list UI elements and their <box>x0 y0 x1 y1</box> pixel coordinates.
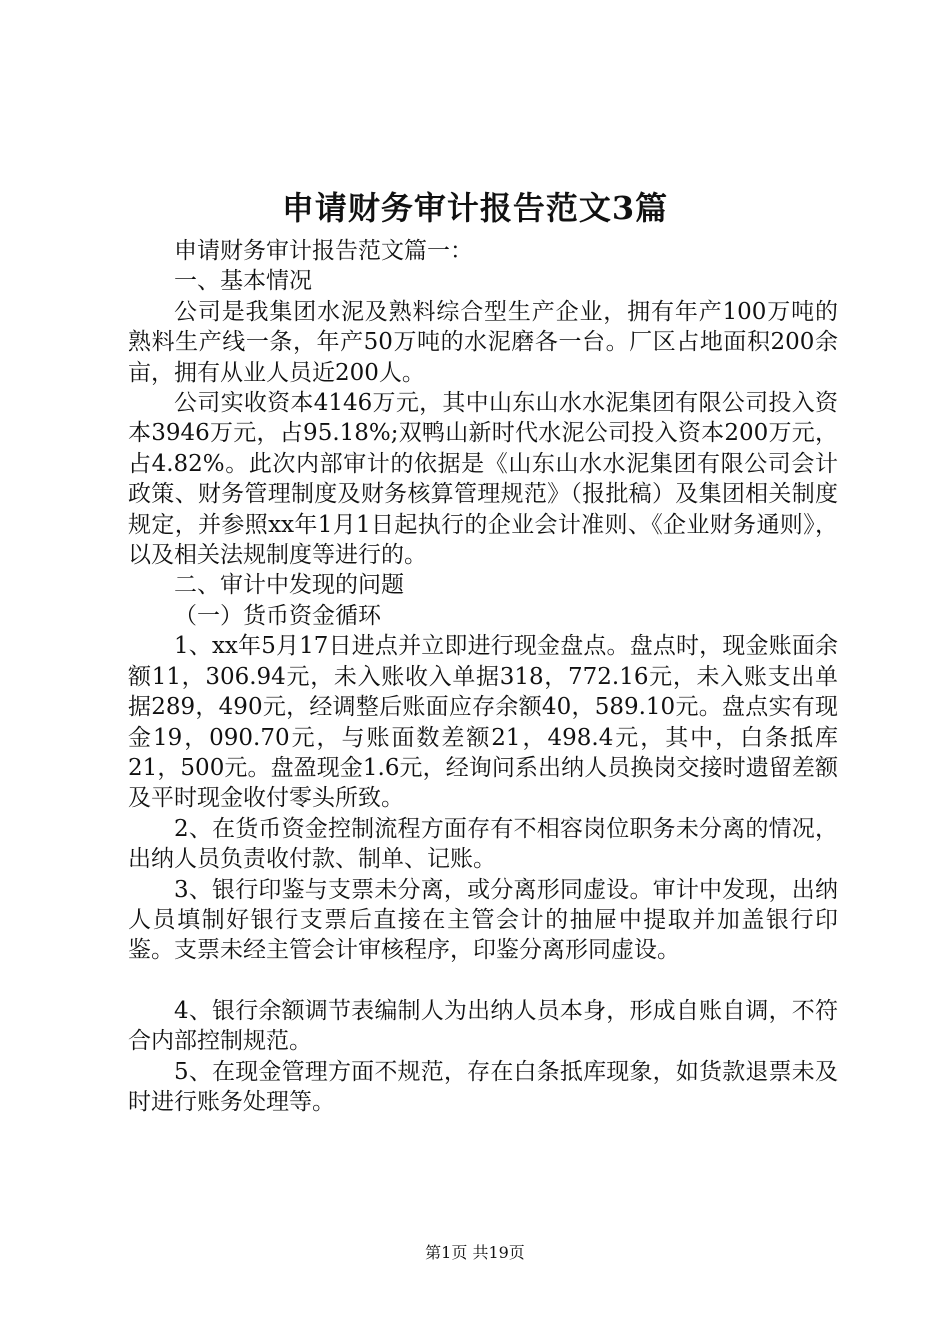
document-body <box>128 236 838 1117</box>
page-number-footer: 第1页 共19页 <box>425 1243 525 1262</box>
heading-cash-cycle: （一）货币资金循环 <box>174 602 381 629</box>
document-title: 申请财务审计报告范文3篇 <box>281 189 669 227</box>
paragraph-finding-1: 1、xx年5月17日进点并立即进行现金盘点。盘点时，现金账面余额11，306.94元，未入账收入单据318，772.16元，未入账支出单据289，490元，经调整后账面应存余额40，589.10元。盘点实有现金19，090.70元，与账面数差额21，498.4元，其中，白条抵库21，500元。盘盈现金1.6元，经询问系出纳人员换岗交接时遗留差额及平时现金收付零头所致。 <box>128 633 838 812</box>
heading-basic-situation: 一、基本情况 <box>174 268 312 295</box>
paragraph-finding-5: 5、在现金管理方面不规范，存在白条抵库现象，如货款退票未及时进行账务处理等。 <box>128 1058 838 1115</box>
heading-audit-findings: 二、审计中发现的问题 <box>174 572 404 599</box>
paragraph-intro: 申请财务审计报告范文篇一： <box>174 238 473 264</box>
paragraph-capital: 公司实收资本4146万元，其中山东山水水泥集团有限公司投入资本3946万元，占95.18%;双鸭山新时代水泥公司投入资本200万元，占4.82%。此次内部审计的依据是《山东山水水泥集团有限公司会计政策、财务管理制度及财务核算管理规范》（报批稿）及集团相关制度规定，并参照xx年1月1日起执行的企业会计准则、《企业财务通则》，以及相关法规制度等进行的。 <box>128 390 838 569</box>
paragraph-finding-4: 4、银行余额调节表编制人为出纳人员本身，形成自账自调，不符合内部控制规范。 <box>128 997 838 1055</box>
paragraph-finding-3: 3、银行印鉴与支票未分离，或分离形同虚设。审计中发现，出纳人员填制好银行支票后直接在主管会计的抽屉中提取并加盖银行印鉴。支票未经主管会计审核程序，印鉴分离形同虚设。 <box>128 876 838 964</box>
paragraph-finding-2: 2、在货币资金控制流程方面存有不相容岗位职务未分离的情况，出纳人员负责收付款、制单、记账。 <box>128 815 838 873</box>
paragraph-company-overview: 公司是我集团水泥及熟料综合型生产企业，拥有年产100万吨的熟料生产线一条，年产50万吨的水泥磨各一台。厂区占地面积200余亩，拥有从业人员近200人。 <box>128 298 838 386</box>
